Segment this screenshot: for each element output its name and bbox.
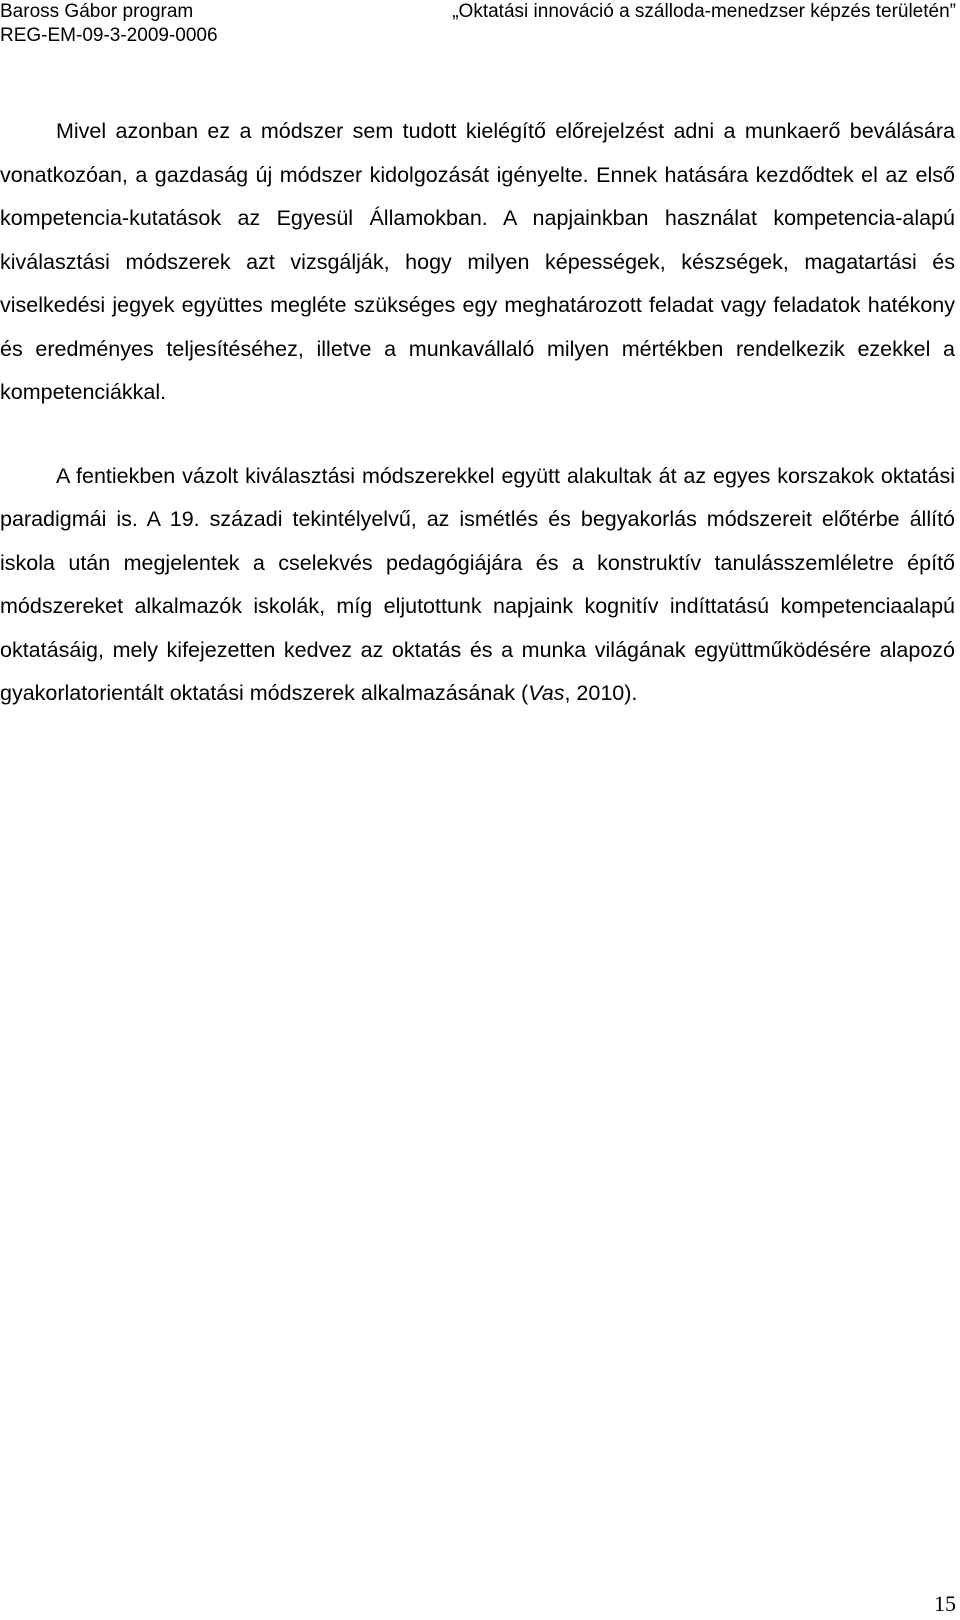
citation-year: , 2010). <box>564 681 638 705</box>
header-right <box>452 0 956 24</box>
header-left <box>0 0 218 48</box>
project-title: „Oktatási innováció a szálloda-menedzser képzés területén” <box>452 1 956 22</box>
program-code: REG-EM-09-3-2009-0006 <box>0 25 218 46</box>
paragraph-2 <box>0 455 955 716</box>
page-header <box>0 0 960 48</box>
paragraph-2-text: A fentiekben vázolt kiválasztási módszerekkel együtt alakultak át az egyes korszakok oktatási paradigmái is. A 19. századi tekintélyelvű, az ismétlés és begyakorlás módszereit előtérbe állító iskola után megjelentek a cselekvés pedagógiájára és a konstruktív tanulásszemléletre építő módszereket alkalmazók iskolák, míg eljutottunk napjaink kognitív indíttatású kompetenciaalapú oktatásáig, mely kifejezetten kedvez az oktatás és a munka világának együttműködésére alapozó gyakorlatorientált oktatási módszerek alkalmazásának ( <box>0 463 955 705</box>
citation-author: Vas <box>528 681 565 705</box>
document-body <box>0 110 955 756</box>
page-number: 15 <box>934 1591 956 1616</box>
paragraph-1: Mivel azonban ez a módszer sem tudott kielégítő előrejelzést adni a munkaerő beválására vonatkozóan, a gazdaság új módszer kidolgozását igényelte. Ennek hatására kezdődtek el az első kompetencia-kutatások az Egyesül Államokban. A napjainkban használat kompetencia-alapú kiválasztási módszerek azt vizsgálják, hogy milyen képességek, készségek, magatartási és viselkedési jegyek együttes megléte szükséges egy meghatározott feladat vagy feladatok hatékony és eredményes teljesítéséhez, illetve a munkavállaló milyen mértékben rendelkezik ezekkel a kompetenciákkal. <box>0 119 955 404</box>
program-name: Baross Gábor program <box>0 1 194 22</box>
